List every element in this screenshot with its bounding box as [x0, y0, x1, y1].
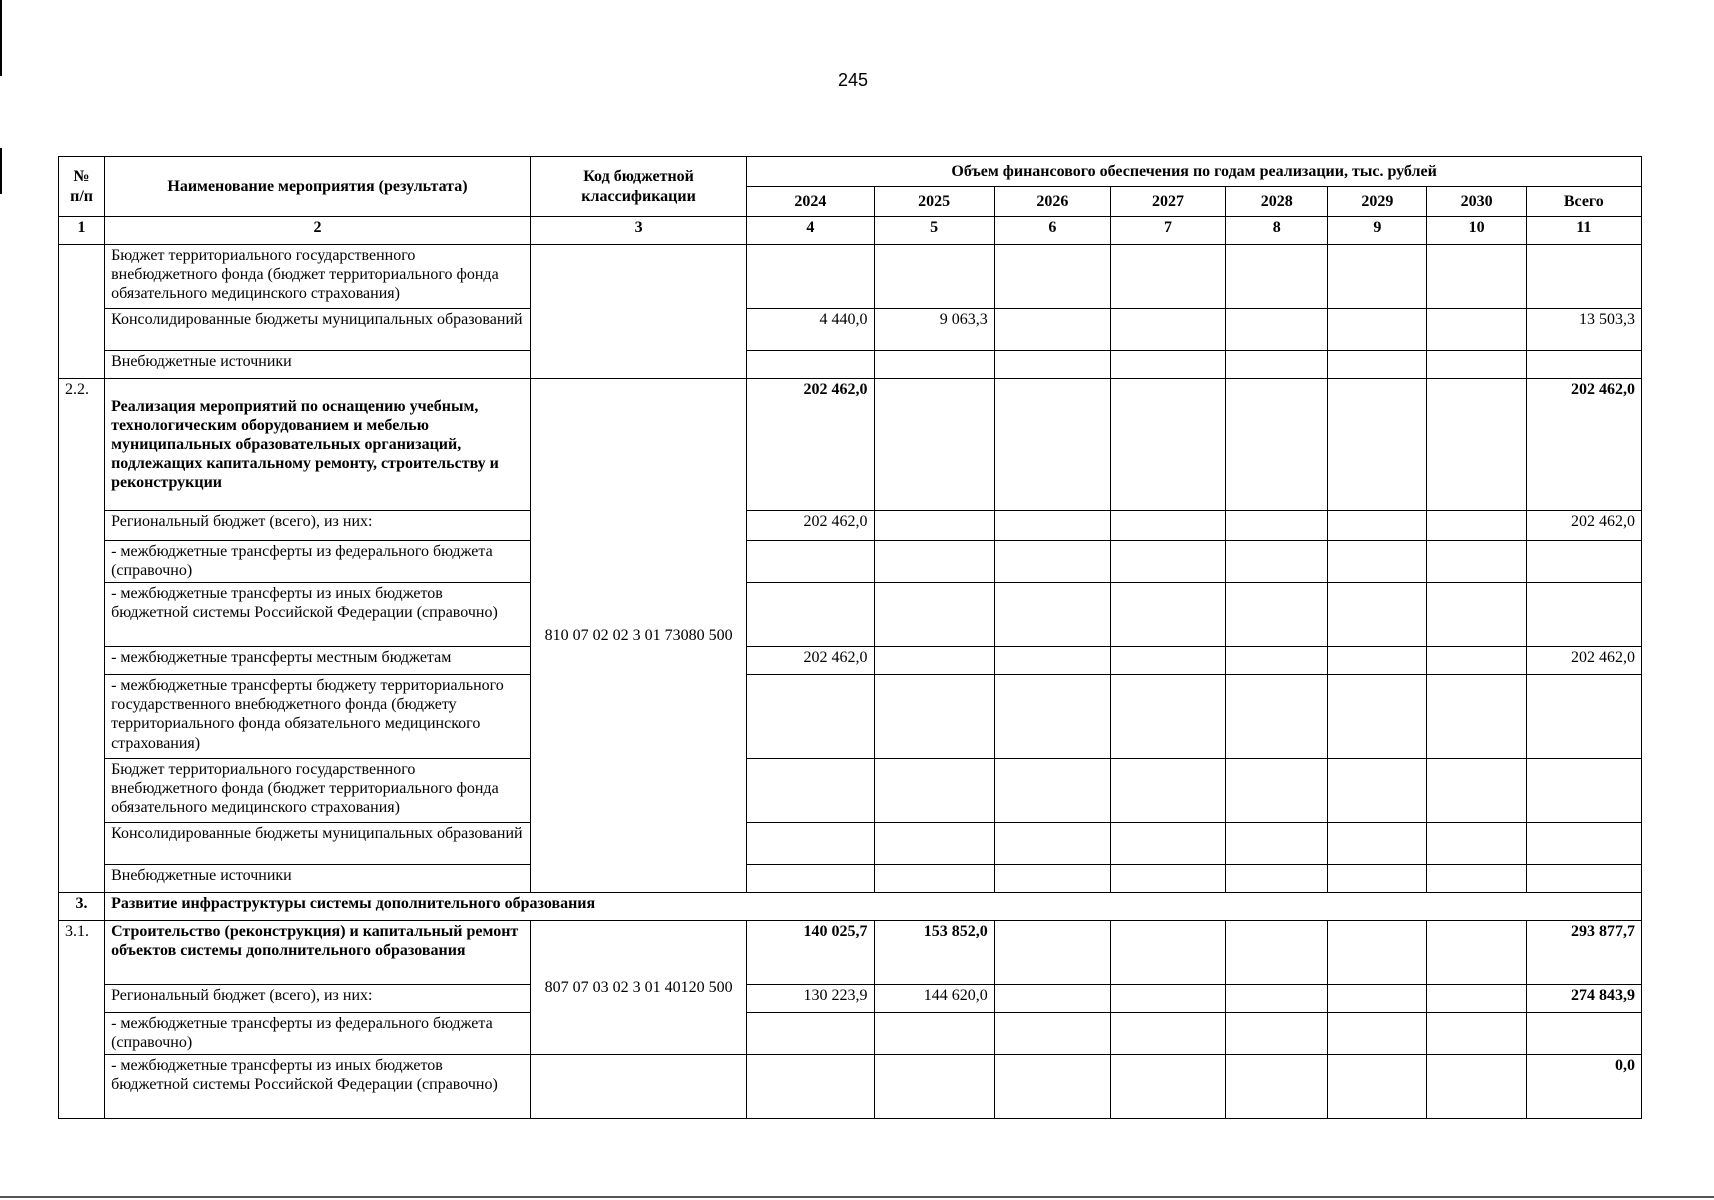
scan-edge-line — [0, 148, 2, 194]
value-2024: 202 462,0 — [747, 379, 874, 511]
column-number: 4 — [747, 217, 874, 245]
value-total: 202 462,0 — [1526, 379, 1641, 511]
header-name: Наименование мероприятия (результата) — [105, 157, 531, 217]
value-2025: 9 063,3 — [874, 309, 994, 351]
table-row — [59, 583, 1642, 647]
row-num: 2.2. — [59, 379, 105, 893]
table-row — [59, 647, 1642, 675]
header-num: № п/п — [59, 157, 105, 217]
table-row — [59, 675, 1642, 759]
scan-edge-line — [0, 0, 2, 76]
table-row-section-3-1 — [59, 921, 1642, 985]
row-label: Внебюджетные источники — [105, 865, 531, 893]
table-row — [59, 823, 1642, 865]
row-label: Региональный бюджет (всего), из них: — [105, 985, 531, 1013]
budget-table — [58, 156, 1642, 1119]
table-row — [59, 541, 1642, 583]
value-total: 202 462,0 — [1526, 511, 1641, 541]
table-row — [59, 759, 1642, 823]
header-code: Код бюджетной классификации — [530, 157, 746, 217]
table-row — [59, 1055, 1642, 1119]
row-label: - межбюджетные трансферты из иных бюджетов бюджетной системы Российской Федерации (справочно) — [105, 1055, 531, 1119]
row-num: 3.1. — [59, 921, 105, 1119]
value-2024: 202 462,0 — [747, 511, 874, 541]
row-label: Бюджет территориального государственного внебюджетного фонда (бюджет территориального фонда обязательного медицинского страхования) — [105, 759, 531, 823]
value-total: 202 462,0 — [1526, 647, 1641, 675]
table-row — [59, 245, 1642, 309]
page-number: 245 — [838, 70, 869, 90]
value-2024: 130 223,9 — [747, 985, 874, 1013]
column-number-row — [59, 217, 1642, 245]
column-number: 1 — [59, 217, 105, 245]
column-number: 3 — [530, 217, 746, 245]
value-2024: 202 462,0 — [747, 647, 874, 675]
row-num: 3. — [59, 893, 105, 921]
value-total: 13 503,3 — [1526, 309, 1641, 351]
value-2024: 4 440,0 — [747, 309, 874, 351]
row-label: - межбюджетные трансферты из федерального бюджета (справочно) — [105, 541, 531, 583]
header-total: Всего — [1526, 187, 1641, 217]
value-total: 274 843,9 — [1526, 985, 1641, 1013]
row-label: Внебюджетные источники — [105, 351, 531, 379]
table-row — [59, 985, 1642, 1013]
header-row — [59, 157, 1642, 187]
row-num-cell — [59, 245, 105, 379]
row-title: Строительство (реконструкция) и капитальный ремонт объектов системы дополнительного образования — [105, 921, 531, 985]
header-year: 2024 — [747, 187, 874, 217]
scan-bottom-edge — [0, 1196, 1714, 1198]
header-year: 2027 — [1110, 187, 1225, 217]
table-row — [59, 351, 1642, 379]
column-number: 5 — [874, 217, 994, 245]
value-total: 293 877,7 — [1526, 921, 1641, 985]
column-number: 6 — [994, 217, 1110, 245]
header-year: 2028 — [1226, 187, 1328, 217]
code-cell — [530, 245, 746, 379]
row-label: Бюджет территориального государственного внебюджетного фонда (бюджет территориального фонда обязательного медицинского страхования) — [105, 245, 531, 309]
column-number: 2 — [105, 217, 531, 245]
table-row-section-3 — [59, 893, 1642, 921]
header-year: 2030 — [1427, 187, 1526, 217]
budget-code: 807 07 03 02 3 01 40120 500 — [530, 921, 746, 1055]
row-label: - межбюджетные трансферты из федерального бюджета (справочно) — [105, 1013, 531, 1055]
column-number: 8 — [1226, 217, 1328, 245]
section-title: Развитие инфраструктуры системы дополнительного образования — [105, 893, 1642, 921]
table-row — [59, 865, 1642, 893]
table-row — [59, 511, 1642, 541]
header-volume: Объем финансового обеспечения по годам реализации, тыс. рублей — [747, 157, 1642, 187]
value-2025: 144 620,0 — [874, 985, 994, 1013]
value-2025: 153 852,0 — [874, 921, 994, 985]
header-year: 2026 — [994, 187, 1110, 217]
table-row — [59, 309, 1642, 351]
header-year: 2029 — [1328, 187, 1427, 217]
row-label: - межбюджетные трансферты из иных бюджетов бюджетной системы Российской Федерации (справочно) — [105, 583, 531, 647]
column-number: 7 — [1110, 217, 1225, 245]
table-row-section-2-2 — [59, 379, 1642, 511]
column-number: 11 — [1526, 217, 1641, 245]
value-2024: 140 025,7 — [747, 921, 874, 985]
code-cell — [530, 1055, 746, 1119]
row-title: Реализация мероприятий по оснащению учебным, технологическим оборудованием и мебелью муниципальных образовательных организаций, подлежащих капитальному ремонту, строительству и реконструкции — [105, 379, 531, 511]
column-number: 9 — [1328, 217, 1427, 245]
value-total: 0,0 — [1526, 1055, 1641, 1119]
budget-code: 810 07 02 02 3 01 73080 500 — [530, 379, 746, 893]
row-label: - межбюджетные трансферты бюджету территориального государственного внебюджетного фонда (бюджету территориального фонда обязательного медицинского страхования) — [105, 675, 531, 759]
table-row — [59, 1013, 1642, 1055]
row-label: Консолидированные бюджеты муниципальных образований — [105, 309, 531, 351]
row-label: - межбюджетные трансферты местным бюджетам — [105, 647, 531, 675]
row-label: Консолидированные бюджеты муниципальных образований — [105, 823, 531, 865]
row-label: Региональный бюджет (всего), из них: — [105, 511, 531, 541]
column-number: 10 — [1427, 217, 1526, 245]
header-year: 2025 — [874, 187, 994, 217]
